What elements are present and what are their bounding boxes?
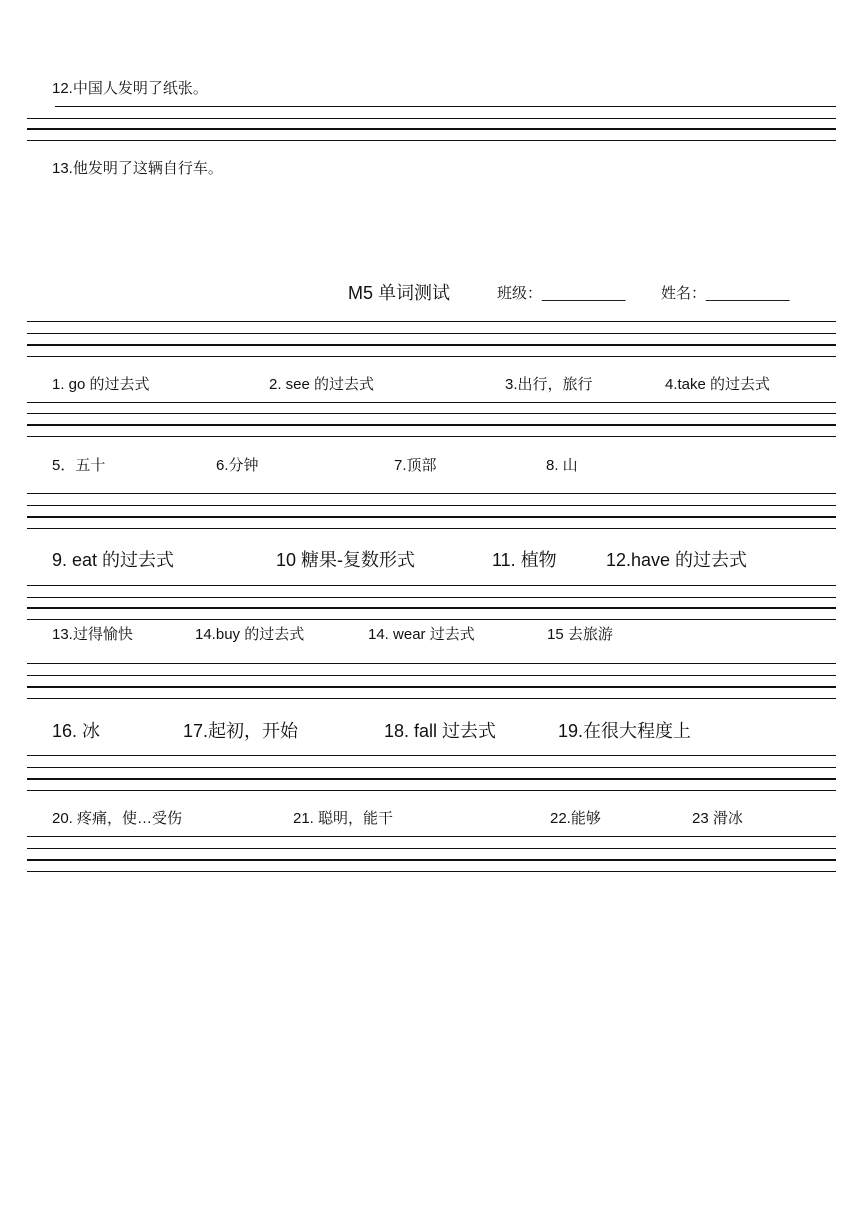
vocab-item: 11. 植物 xyxy=(492,550,557,570)
vocab-item: 17.起初，开始 xyxy=(183,721,299,741)
writing-line xyxy=(27,607,836,609)
writing-line xyxy=(27,871,836,872)
writing-line xyxy=(27,698,836,699)
writing-line xyxy=(27,424,836,426)
writing-line xyxy=(27,859,836,861)
writing-line xyxy=(27,505,836,506)
writing-line xyxy=(27,493,836,494)
vocab-item: 14. wear 过去式 xyxy=(368,626,475,643)
writing-line xyxy=(27,528,836,529)
writing-line xyxy=(27,675,836,676)
vocab-item: 13.过得愉快 xyxy=(52,626,133,643)
sentence-12: 12.中国人发明了纸张。 xyxy=(52,80,208,97)
page-title: M5 单词测试 xyxy=(348,283,451,303)
writing-line xyxy=(27,619,836,620)
vocab-item: 6.分钟 xyxy=(216,457,259,474)
writing-line xyxy=(27,402,836,403)
vocab-item: 7.顶部 xyxy=(394,457,437,474)
vocab-item: 9. eat 的过去式 xyxy=(52,550,175,570)
vocab-item: 20. 疼痛，使…受伤 xyxy=(52,810,183,827)
vocab-item: 1. go 的过去式 xyxy=(52,376,150,393)
writing-line xyxy=(27,321,836,322)
writing-line xyxy=(27,333,836,334)
name-field: 姓名：__________ xyxy=(661,285,790,302)
writing-line xyxy=(27,686,836,688)
writing-line xyxy=(27,118,836,119)
writing-line xyxy=(27,848,836,849)
writing-line xyxy=(27,778,836,780)
vocab-item: 12.have 的过去式 xyxy=(606,550,748,570)
vocab-item: 21. 聪明，能干 xyxy=(293,810,394,827)
writing-line xyxy=(27,790,836,791)
writing-line xyxy=(27,128,836,130)
writing-line xyxy=(27,663,836,664)
writing-line xyxy=(27,413,836,414)
class-field: 班级：__________ xyxy=(497,285,626,302)
vocab-item: 15 去旅游 xyxy=(547,626,613,643)
writing-line xyxy=(27,585,836,586)
vocab-item: 18. fall 过去式 xyxy=(384,721,497,741)
writing-line xyxy=(27,755,836,756)
writing-line xyxy=(27,344,836,346)
vocab-item: 5．五十 xyxy=(52,457,106,474)
writing-line xyxy=(27,140,836,141)
writing-line xyxy=(27,767,836,768)
writing-line xyxy=(27,836,836,837)
sentence-13: 13.他发明了这辆自行车。 xyxy=(52,160,223,177)
writing-line xyxy=(27,356,836,357)
vocab-item: 2. see 的过去式 xyxy=(269,376,375,393)
vocab-item: 8. 山 xyxy=(546,457,578,474)
writing-line xyxy=(55,106,836,107)
vocab-item: 10 糖果-复数形式 xyxy=(276,550,416,570)
writing-line xyxy=(27,436,836,437)
vocab-item: 14.buy 的过去式 xyxy=(195,626,305,643)
vocab-item: 19.在很大程度上 xyxy=(558,721,692,741)
vocab-item: 16. 冰 xyxy=(52,721,101,741)
vocab-item: 22.能够 xyxy=(550,810,601,827)
vocab-item: 23 滑冰 xyxy=(692,810,743,827)
vocab-item: 4.take 的过去式 xyxy=(665,376,771,393)
writing-line xyxy=(27,597,836,598)
writing-line xyxy=(27,516,836,518)
vocab-item: 3.出行，旅行 xyxy=(505,376,593,393)
